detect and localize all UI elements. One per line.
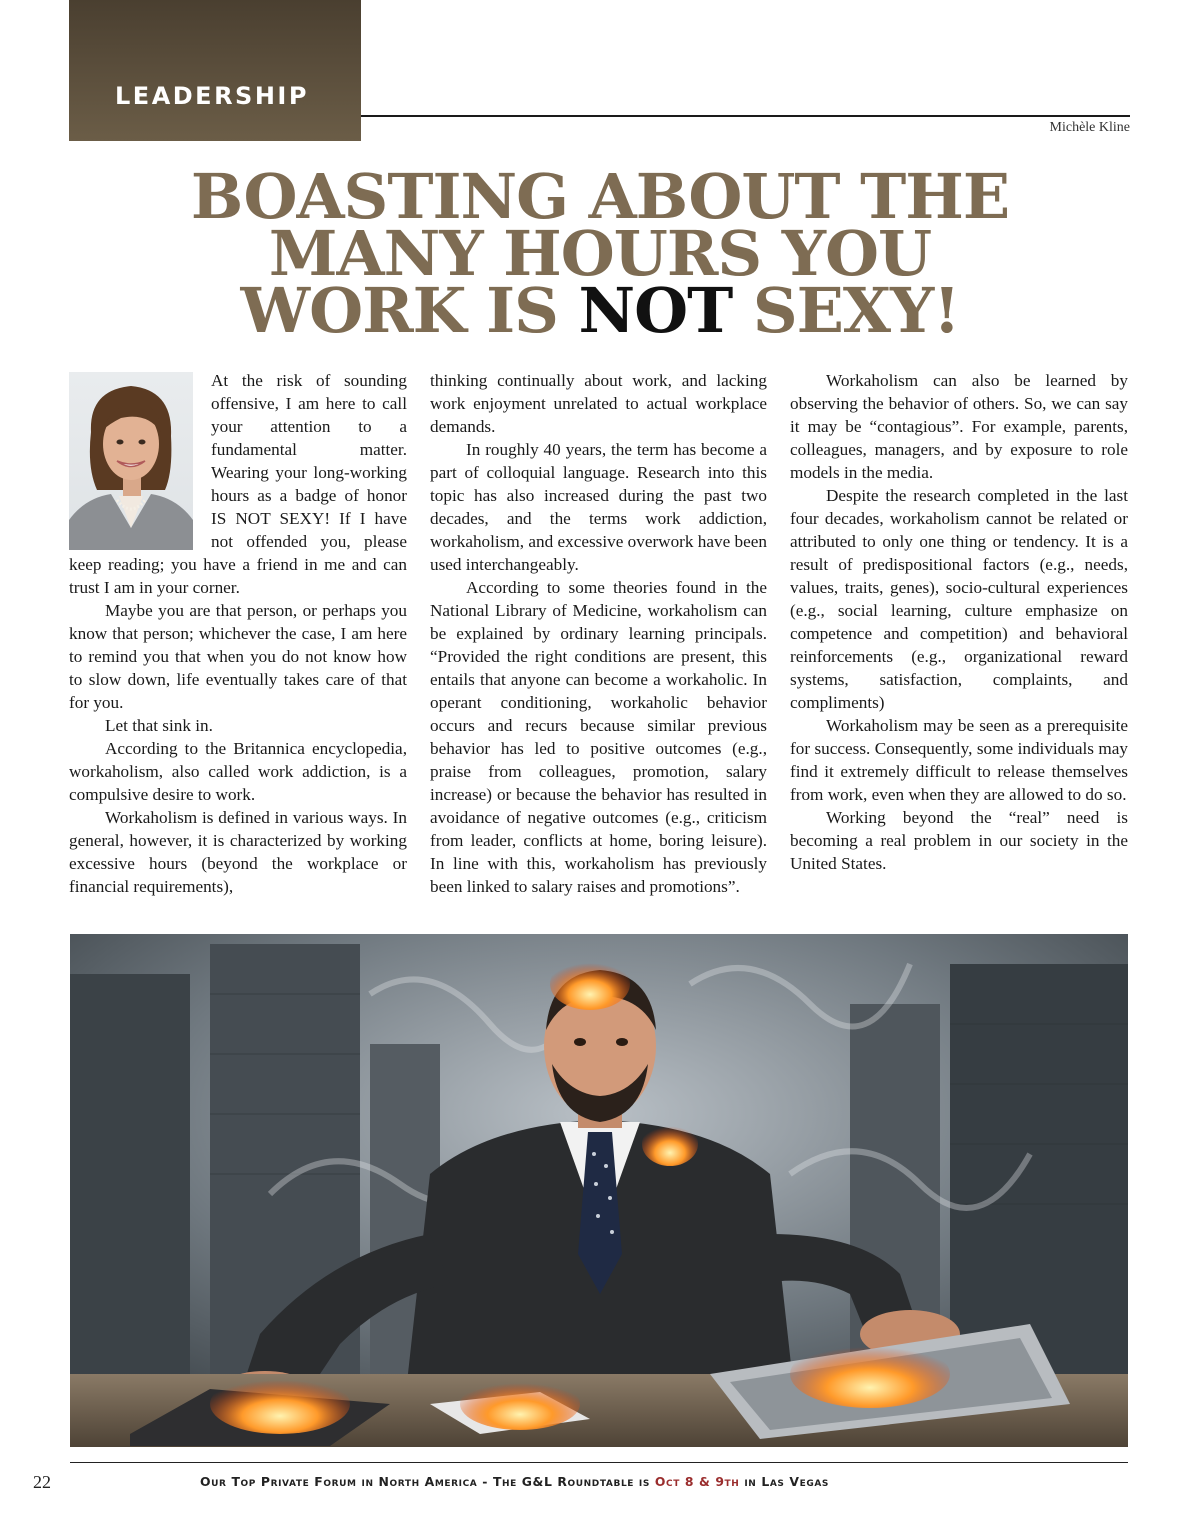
hero-photo-overworked-businessman <box>70 934 1128 1447</box>
footer-location: in Las Vegas <box>739 1474 829 1489</box>
paragraph: In roughly 40 years, the term has become a part of colloquial language. Research into this topic has also increased during the past two decades, and the terms work addiction, workaholism, and excessive overwork have been used interchangeably. <box>430 440 767 574</box>
paragraph: Maybe you are that person, or perhaps you know that person; whichever the case, I am here to remind you that when you do not know how to slow down, life eventually takes care of that for you. <box>69 601 407 712</box>
article-headline <box>40 160 1160 347</box>
body-column-2 <box>430 369 767 898</box>
paragraph: Let that sink in. <box>105 716 213 735</box>
section-tab <box>69 0 361 141</box>
paragraph: At the risk of sounding offensive, I am here to call your attention to a fundamental matter. Wearing your long-working hours as a badge of honor IS NOT SEXY! If I have not offended you, please keep reading; you have a friend in me and can trust I am in your corner. <box>69 371 407 597</box>
author-byline: Michèle Kline <box>1049 120 1130 135</box>
body-column-1 <box>69 369 407 898</box>
header-rule <box>361 115 1130 117</box>
headline-line-3-post: SEXY! <box>732 274 960 347</box>
paragraph: thinking continually about work, and lacking work enjoyment unrelated to actual workplace demands. <box>430 371 767 436</box>
footer-event-date: Oct 8 & 9th <box>654 1474 740 1489</box>
body-column-3 <box>790 369 1128 875</box>
page-number: 22 <box>33 1472 51 1492</box>
paragraph: Working beyond the “real” need is becoming a real problem in our society in the United States. <box>790 808 1128 873</box>
paragraph: Workaholism can also be learned by observing the behavior of others. So, we can say it may be “contagious”. For example, parents, colleagues, managers, and by exposure to role models in the media. <box>790 371 1128 482</box>
paragraph: According to the Britannica encyclopedia, workaholism, also called work addiction, is a compulsive desire to work. <box>69 739 407 804</box>
footer-rule <box>70 1462 1128 1463</box>
footer-promo <box>200 1474 829 1489</box>
paragraph: Workaholism is defined in various ways. In general, however, it is characterized by working excessive hours (beyond the workplace or financial requirements), <box>69 808 407 896</box>
paragraph: Workaholism may be seen as a prerequisite for success. Consequently, some individuals may find it extremely difficult to release themselves from work, even when they are allowed to do so. <box>790 716 1128 804</box>
paragraph: Despite the research completed in the last four decades, workaholism cannot be related or attributed to only one thing or tendency. It is a result of predispositional factors (e.g., needs, values, traits, genes), socio-cultural experiences (e.g., social learning, culture emphasize on competence and competition) and behavioral reinforcements (e.g., organizational reward systems, satisfaction, complaints, and compliments) <box>790 486 1128 712</box>
headline-line-3-pre: WORK IS <box>240 274 579 347</box>
headline-emphasis: NOT <box>578 274 733 347</box>
paragraph: According to some theories found in the National Library of Medicine, workaholism can be explained by ordinary learning principals. “Provided the right conditions are present, this entails that anyone can become a workaholic. In operant conditioning, workaholic behavior occurs and recurs because similar previous behavior has led to positive outcomes (e.g., praise from colleagues, promotion, salary increase) or because the behavior has resulted in avoidance of negative outcomes (e.g., criticism from leader, conflicts at home, boring leisure). In line with this, workaholism has previously been linked to salary raises and promotions”. <box>430 578 767 896</box>
headline-line-1: BOASTING ABOUT THE <box>190 160 1010 233</box>
footer-text: Our Top Private Forum in North America - The G&L Roundtable is <box>200 1474 655 1489</box>
headline-line-2: MANY HOURS YOU <box>268 217 932 290</box>
section-label: LEADERSHIP <box>115 82 309 110</box>
author-portrait <box>69 372 193 550</box>
